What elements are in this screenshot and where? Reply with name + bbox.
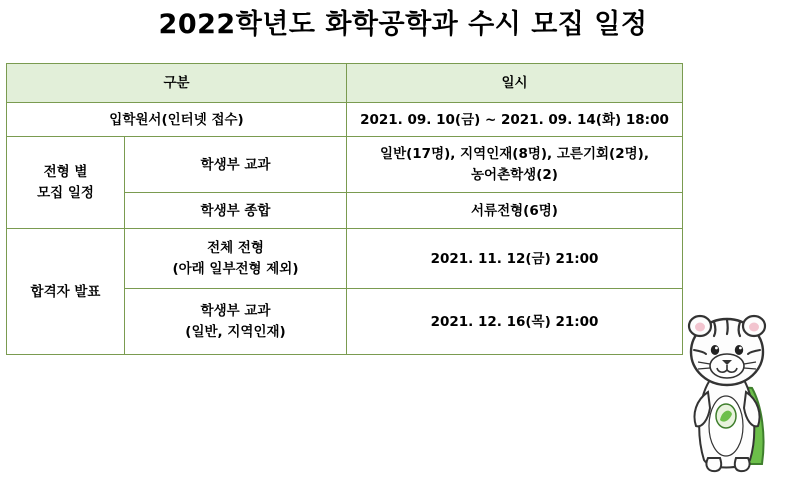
tiger-mascot xyxy=(658,294,798,474)
table-row-announcement-all xyxy=(7,229,683,289)
row-sub-label-subject-types-line-1: 학생부 교과 xyxy=(200,302,271,319)
row-value-subject-quota xyxy=(347,137,683,193)
row-value-announcement-subject-date: 2021. 12. 16(목) 21:00 xyxy=(347,289,683,355)
table-row-subject-based xyxy=(7,137,683,193)
row-sub-label-all-types-line-2: (아래 일부전형 제외) xyxy=(172,260,299,277)
group-label-admission-schedule xyxy=(7,137,125,229)
group-label-line-1: 전형 별 xyxy=(43,163,88,180)
table-head xyxy=(7,64,683,103)
row-value-application-period: 2021. 09. 10(금) ~ 2021. 09. 14(화) 18:00 xyxy=(347,103,683,137)
table-header-row xyxy=(7,64,683,103)
row-value-announcement-all-date: 2021. 11. 12(금) 21:00 xyxy=(347,229,683,289)
row-label-application: 입학원서(인터넷 접수) xyxy=(7,103,347,137)
schedule-table-wrapper xyxy=(6,63,682,355)
group-label-line-2: 모집 일정 xyxy=(37,184,94,201)
row-value-subject-quota-line-2: 농어촌학생(2) xyxy=(471,166,558,183)
column-header-category: 구분 xyxy=(7,64,347,103)
column-header-date: 일시 xyxy=(347,64,683,103)
row-sub-label-subject-types xyxy=(125,289,347,355)
schedule-table xyxy=(6,63,683,355)
row-value-comprehensive-quota: 서류전형(6명) xyxy=(347,193,683,229)
page-title: 2022학년도 화학공학과 수시 모집 일정 xyxy=(158,9,648,40)
row-sub-label-subject-types-line-2: (일반, 지역인재) xyxy=(185,323,286,340)
row-sub-label-subject: 학생부 교과 xyxy=(125,137,347,193)
group-label-announcement: 합격자 발표 xyxy=(7,229,125,355)
table-row-application xyxy=(7,103,683,137)
row-value-subject-quota-line-1: 일반(17명), 지역인재(8명), 고른기회(2명), xyxy=(380,145,649,162)
row-sub-label-all-types-line-1: 전체 전형 xyxy=(207,239,264,256)
row-sub-label-comprehensive: 학생부 종합 xyxy=(125,193,347,229)
row-sub-label-all-types xyxy=(125,229,347,289)
table-body xyxy=(7,103,683,355)
